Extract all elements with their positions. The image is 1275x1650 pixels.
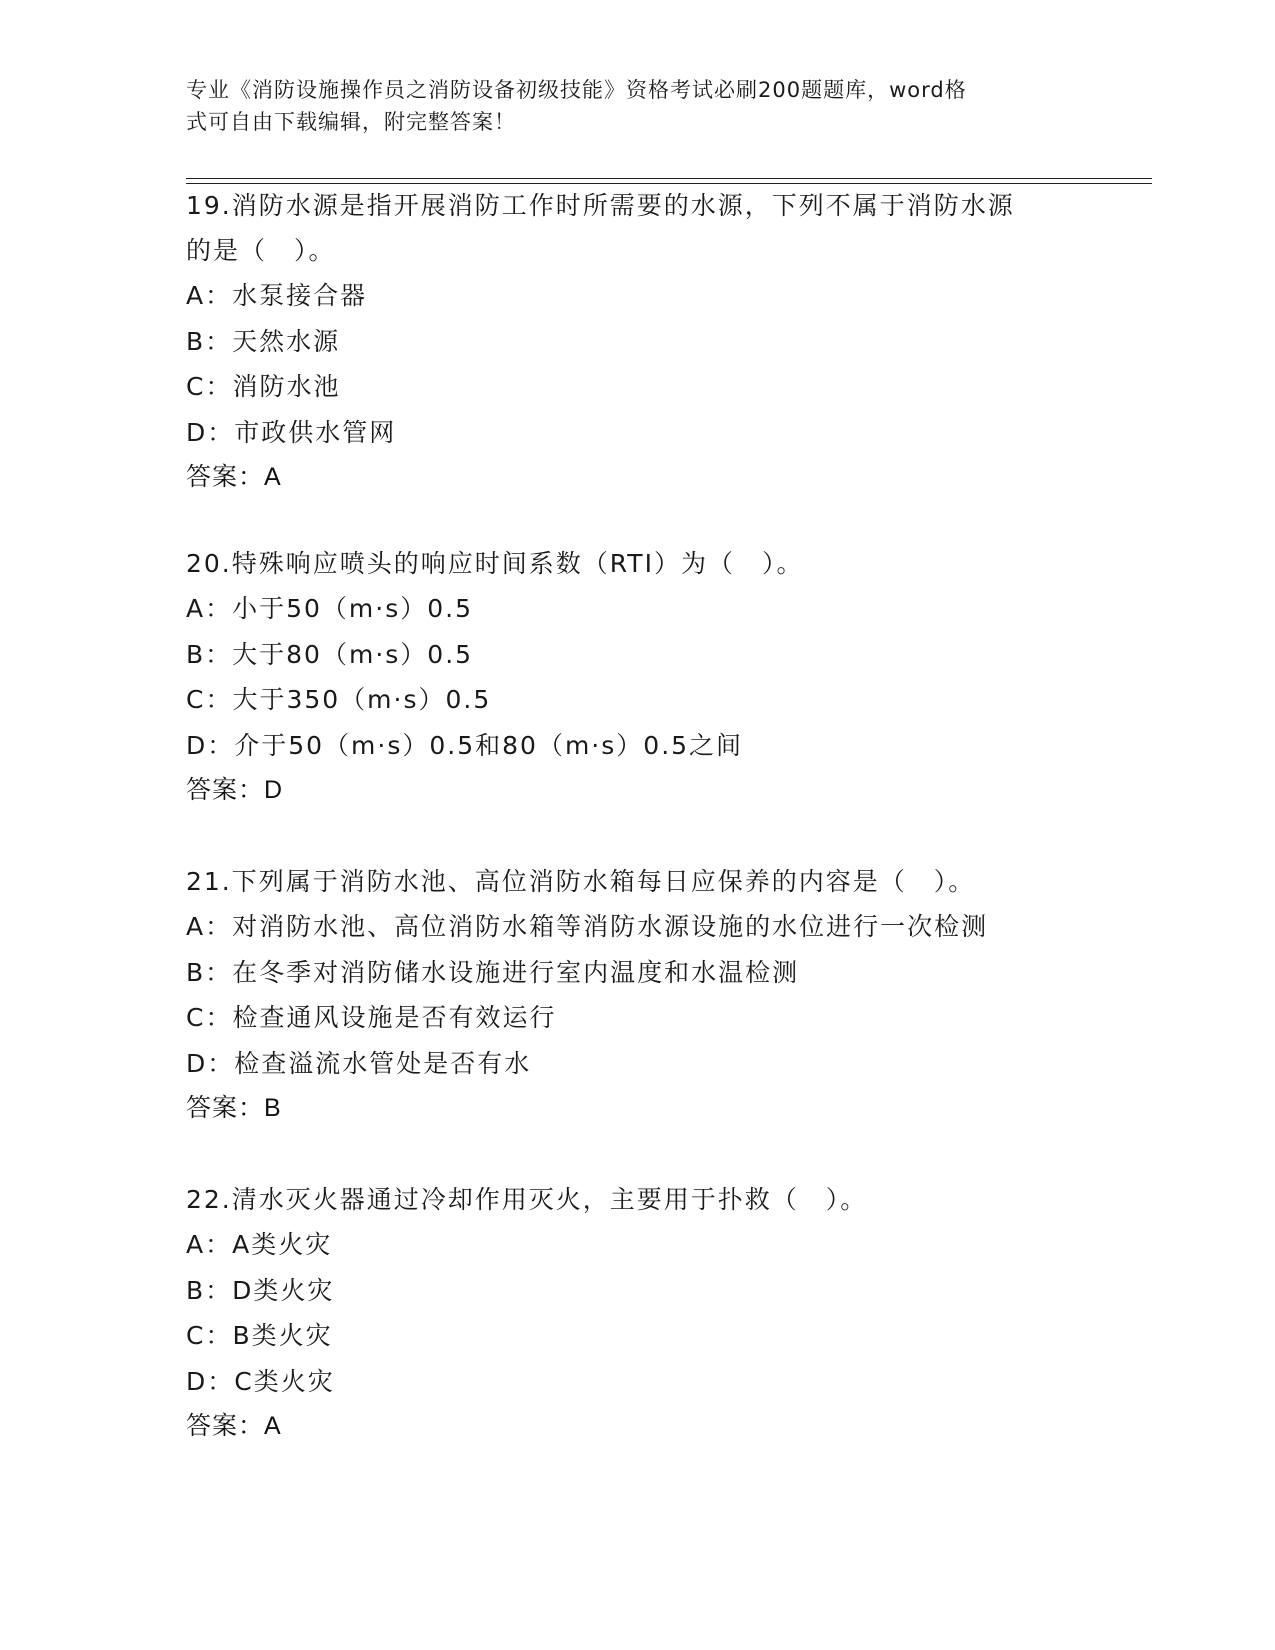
document-header [186, 74, 1066, 138]
answer-line: 答案：A [186, 1412, 282, 1440]
question-stem-line: 19.消防水源是指开展消防工作时所需要的水源，下列不属于消防水源 [186, 191, 1015, 220]
option-c: C：消防水池 [186, 372, 341, 401]
question-19 [186, 183, 1086, 500]
option-b: B：大于80（m·s）0.5 [186, 639, 474, 669]
answer-line: 答案：A [186, 463, 282, 491]
question-22 [186, 1177, 1086, 1449]
option-a: A：水泵接合器 [186, 281, 368, 310]
option-a: A：对消防水池、高位消防水箱等消防水源设施的水位进行一次检测 [186, 912, 989, 941]
answer-line: 答案：D [186, 776, 284, 804]
question-20 [186, 541, 1086, 813]
header-divider-top [186, 178, 1152, 179]
option-a: A：小于50（m·s）0.5 [186, 594, 473, 623]
option-d: D：介于50（m·s）0.5和80（m·s）0.5之间 [186, 730, 744, 760]
header-line-2: 式可自由下载编辑，附完整答案！ [186, 110, 516, 134]
question-stem [186, 859, 1086, 904]
question-stem [186, 541, 1086, 586]
option-a: A：A类火灾 [186, 1230, 333, 1259]
option-b: B：天然水源 [186, 326, 341, 356]
option-c: C：大于350（m·s）0.5 [186, 685, 492, 714]
header-line-1: 专业《消防设施操作员之消防设备初级技能》资格考试必刷200题题库，word格 [186, 78, 967, 102]
question-stem-line: 的是（ ）。 [186, 236, 336, 265]
option-c: C：B类火灾 [186, 1321, 333, 1350]
option-c: C：检查通风设施是否有效运行 [186, 1003, 557, 1032]
option-b: B：D类火灾 [186, 1275, 335, 1305]
question-stem-line: 21.下列属于消防水池、高位消防水箱每日应保养的内容是（ ）。 [186, 867, 976, 896]
question-stem-line: 20.特殊响应喷头的响应时间系数（RTI）为（ ）。 [186, 549, 804, 578]
question-stem-line: 22.清水灭火器通过冷却作用灭火，主要用于扑救（ ）。 [186, 1185, 868, 1214]
option-d: D：市政供水管网 [186, 417, 397, 447]
option-d: D：检查溢流水管处是否有水 [186, 1048, 532, 1078]
answer-line: 答案：B [186, 1094, 282, 1122]
question-stem [186, 183, 1086, 273]
question-stem [186, 1177, 1086, 1222]
option-d: D：C类火灾 [186, 1366, 335, 1396]
question-21 [186, 859, 1086, 1131]
option-b: B：在冬季对消防储水设施进行室内温度和水温检测 [186, 957, 800, 987]
